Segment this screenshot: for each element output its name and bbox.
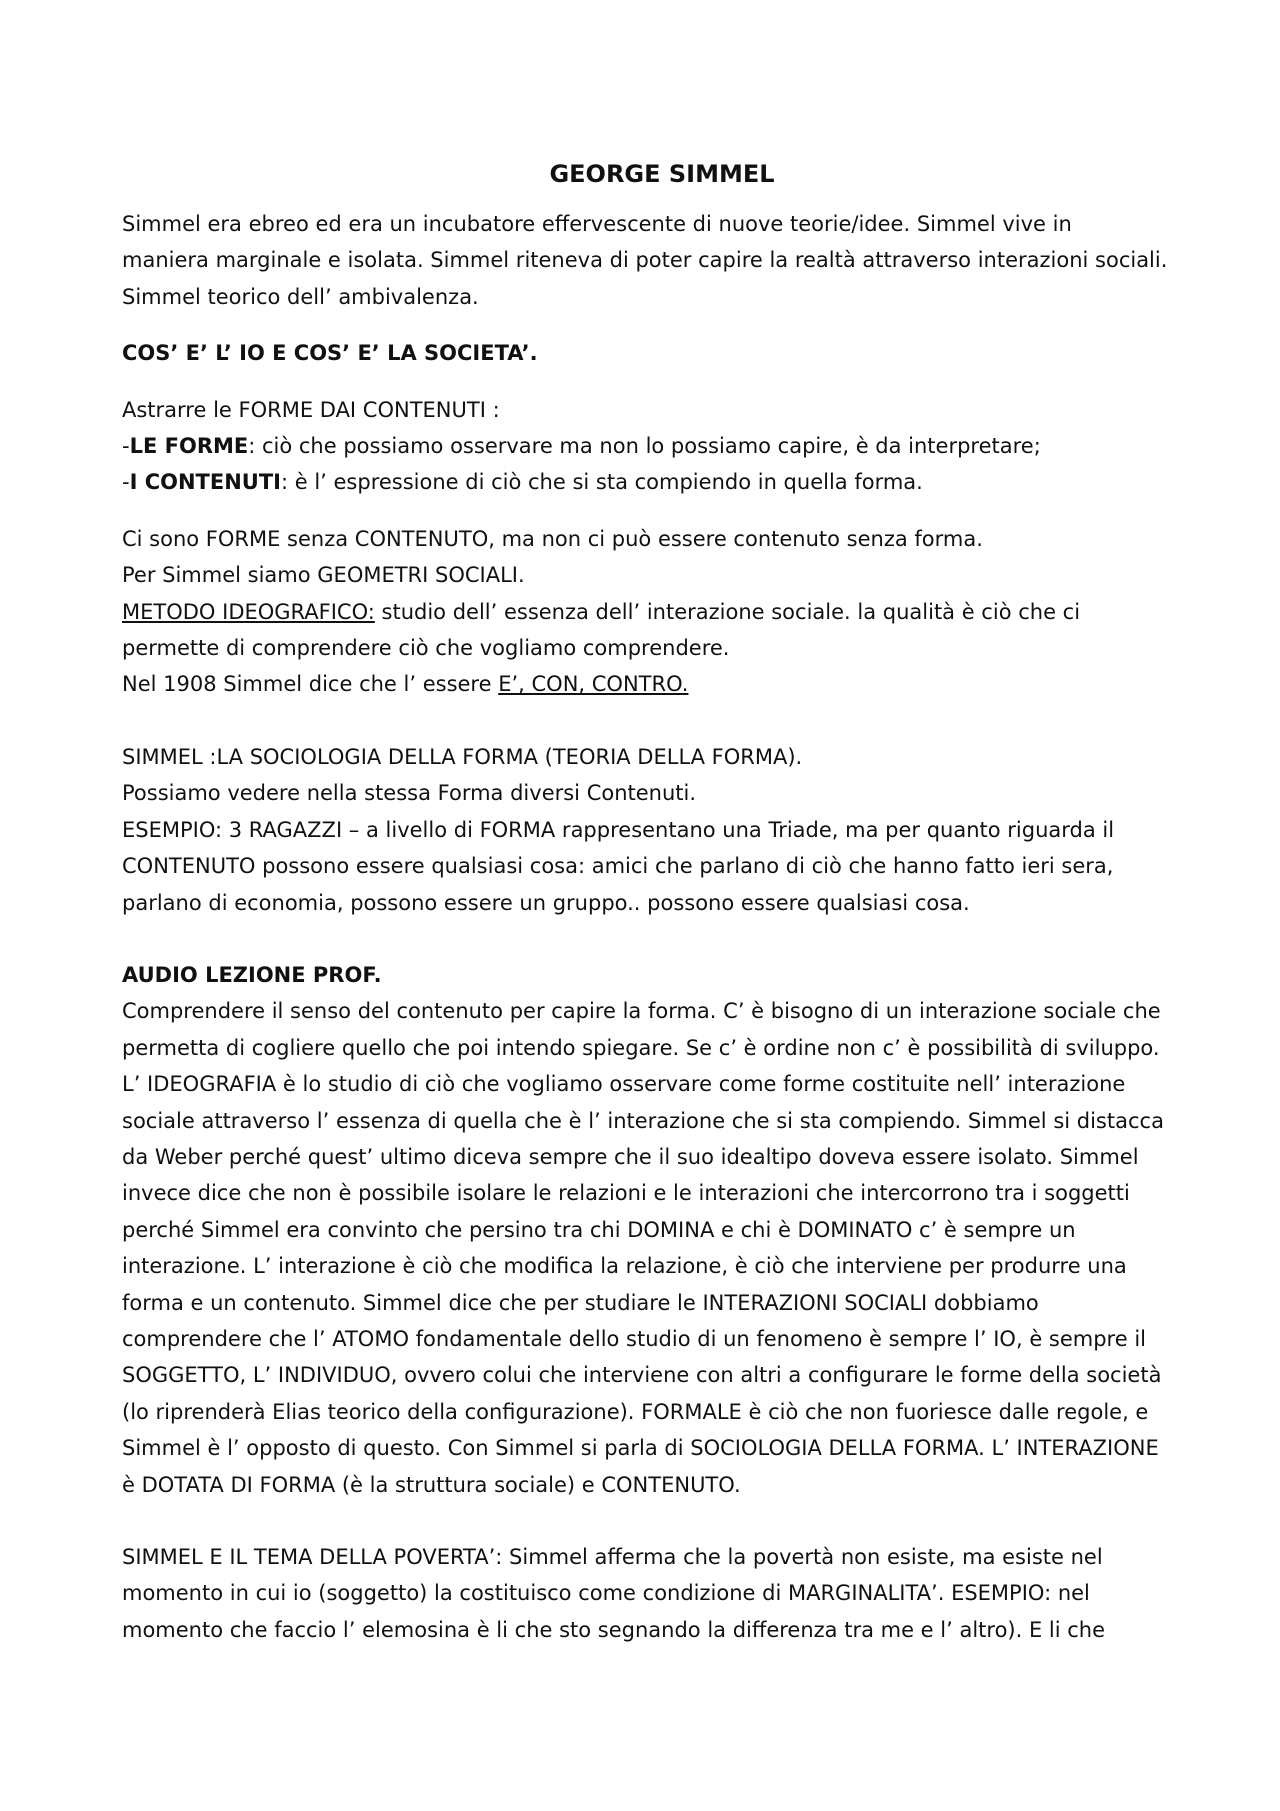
text-line: Simmel era ebreo ed era un incubatore effervescente di nuove teorie/idee. Simmel vive in: [122, 212, 1072, 236]
text-line: permetta di cogliere quello che poi intendo spiegare. Se c’ è ordine non c’ è possibilità di sviluppo.: [122, 1035, 1160, 1060]
contenuti-definition-line: [122, 464, 1172, 500]
audio-heading: AUDIO LEZIONE PROF.: [122, 962, 382, 987]
text-line: è DOTATA DI FORMA (è la struttura sociale) e CONTENUTO.: [122, 1472, 741, 1497]
text-line: SIMMEL E IL TEMA DELLA POVERTA’: Simmel afferma che la povertà non esiste, ma esiste nel: [122, 1545, 1103, 1569]
text-line: L’ IDEOGRAFIA è lo studio di ciò che vogliamo osservare come forme costituite nell’ interazione: [122, 1072, 1126, 1097]
text-line: SIMMEL :LA SOCIOLOGIA DELLA FORMA (TEORIA DELLA FORMA).: [122, 744, 803, 769]
text-line: momento che faccio l’ elemosina è li che sto segnando la differenza tra me e l’ altro). E li che: [122, 1617, 1106, 1642]
text-line: parlano di economia, possono essere un gruppo.. possono essere qualsiasi cosa.: [122, 890, 970, 915]
forme-label: LE FORME: [129, 434, 249, 459]
text-line: permette di comprendere ciò che vogliamo comprendere.: [122, 636, 730, 661]
text-line: Simmel teorico dell’ ambivalenza.: [122, 284, 479, 309]
forme-contenuti-paragraph: [122, 392, 1172, 501]
metodo-text: studio dell’ essenza dell’ interazione sociale. la qualità è ciò che ci: [374, 599, 1081, 624]
forme-definition-line: [122, 428, 1172, 464]
contenuti-text: : è l’ espressione di ciò che si sta compiendo in quella forma.: [280, 470, 923, 495]
text-line: Per Simmel siamo GEOMETRI SOCIALI.: [122, 563, 525, 588]
forme-text: : ciò che possiamo osservare ma non lo possiamo capire, è da interpretare;: [248, 434, 1041, 459]
poverta-paragraph: [122, 1539, 1172, 1648]
dash-prefix: -: [122, 434, 130, 459]
text-line: momento in cui io (soggetto) la costituisco come condizione di MARGINALITA’. ESEMPIO: nel: [122, 1581, 1090, 1606]
text-line: maniera marginale e isolata. Simmel riteneva di poter capire la realtà attraverso interazioni sociali.: [122, 248, 1168, 273]
text-line: Possiamo vedere nella stessa Forma diversi Contenuti.: [122, 781, 697, 806]
text-line: CONTENUTO possono essere qualsiasi cosa: amici che parlano di ciò che hanno fatto ieri sera,: [122, 854, 1114, 879]
text-line: sociale attraverso l’ essenza di quella che è l’ interazione che si sta compiendo. Simmel si distacca: [122, 1108, 1164, 1133]
text-line: perché Simmel era convinto che persino tra chi DOMINA e chi è DOMINATO c’ è sempre un: [122, 1217, 1076, 1242]
text-line: Astrarre le FORME DAI CONTENUTI :: [122, 397, 500, 422]
text-line: Ci sono FORME senza CONTENUTO, ma non ci può essere contenuto senza forma.: [122, 526, 983, 551]
text-line: ESEMPIO: 3 RAGAZZI – a livello di FORMA rappresentano una Triade, ma per quanto riguarda il: [122, 817, 1115, 842]
metodo-line: [122, 594, 1172, 630]
text-line: invece dice che non è possibile isolare le relazioni e le interazioni che intercorrono tra i soggetti: [122, 1181, 1130, 1206]
sociologia-forma-paragraph: [122, 739, 1172, 921]
text-line: interazione. L’ interazione è ciò che modifica la relazione, è ciò che interviene per produrre una: [122, 1254, 1127, 1279]
dash-prefix: -: [122, 470, 130, 495]
essere-text: Nel 1908 Simmel dice che l’ essere: [122, 672, 499, 697]
document-page: [122, 158, 1172, 1668]
essere-underlined: E’, CON, CONTRO.: [498, 672, 689, 697]
text-line: forma e un contenuto. Simmel dice che per studiare le INTERAZIONI SOCIALI dobbiamo: [122, 1290, 1039, 1315]
metodo-paragraph: [122, 521, 1172, 703]
audio-lezione-paragraph: [122, 957, 1172, 1503]
contenuti-label: I CONTENUTI: [129, 470, 281, 495]
metodo-label: METODO IDEOGRAFICO:: [122, 599, 375, 624]
text-line: SOGGETTO, L’ INDIVIDUO, ovvero colui che interviene con altri a configurare le forme della società: [122, 1363, 1162, 1388]
document-title: GEORGE SIMMEL: [549, 160, 775, 188]
essere-line: [122, 666, 1172, 702]
text-line: (lo riprenderà Elias teorico della configurazione). FORMALE è ciò che non fuoriesce dalle regole, e: [122, 1399, 1149, 1424]
text-line: da Weber perché quest’ ultimo diceva sempre che il suo idealtipo doveva essere isolato. Simmel: [122, 1144, 1139, 1169]
text-line: Comprendere il senso del contenuto per capire la forma. C’ è bisogno di un interazione sociale che: [122, 999, 1161, 1024]
text-line: comprendere che l’ ATOMO fondamentale dello studio di un fenomeno è sempre l’ IO, è sempre il: [122, 1326, 1146, 1351]
text-line: Simmel è l’ opposto di questo. Con Simmel si parla di SOCIOLOGIA DELLA FORMA. L’ INTERAZIONE: [122, 1436, 1159, 1461]
intro-paragraph: [122, 206, 1172, 315]
section-heading-io-societa: COS’ E’ L’ IO E COS’ E’ LA SOCIETA’.: [122, 341, 538, 366]
